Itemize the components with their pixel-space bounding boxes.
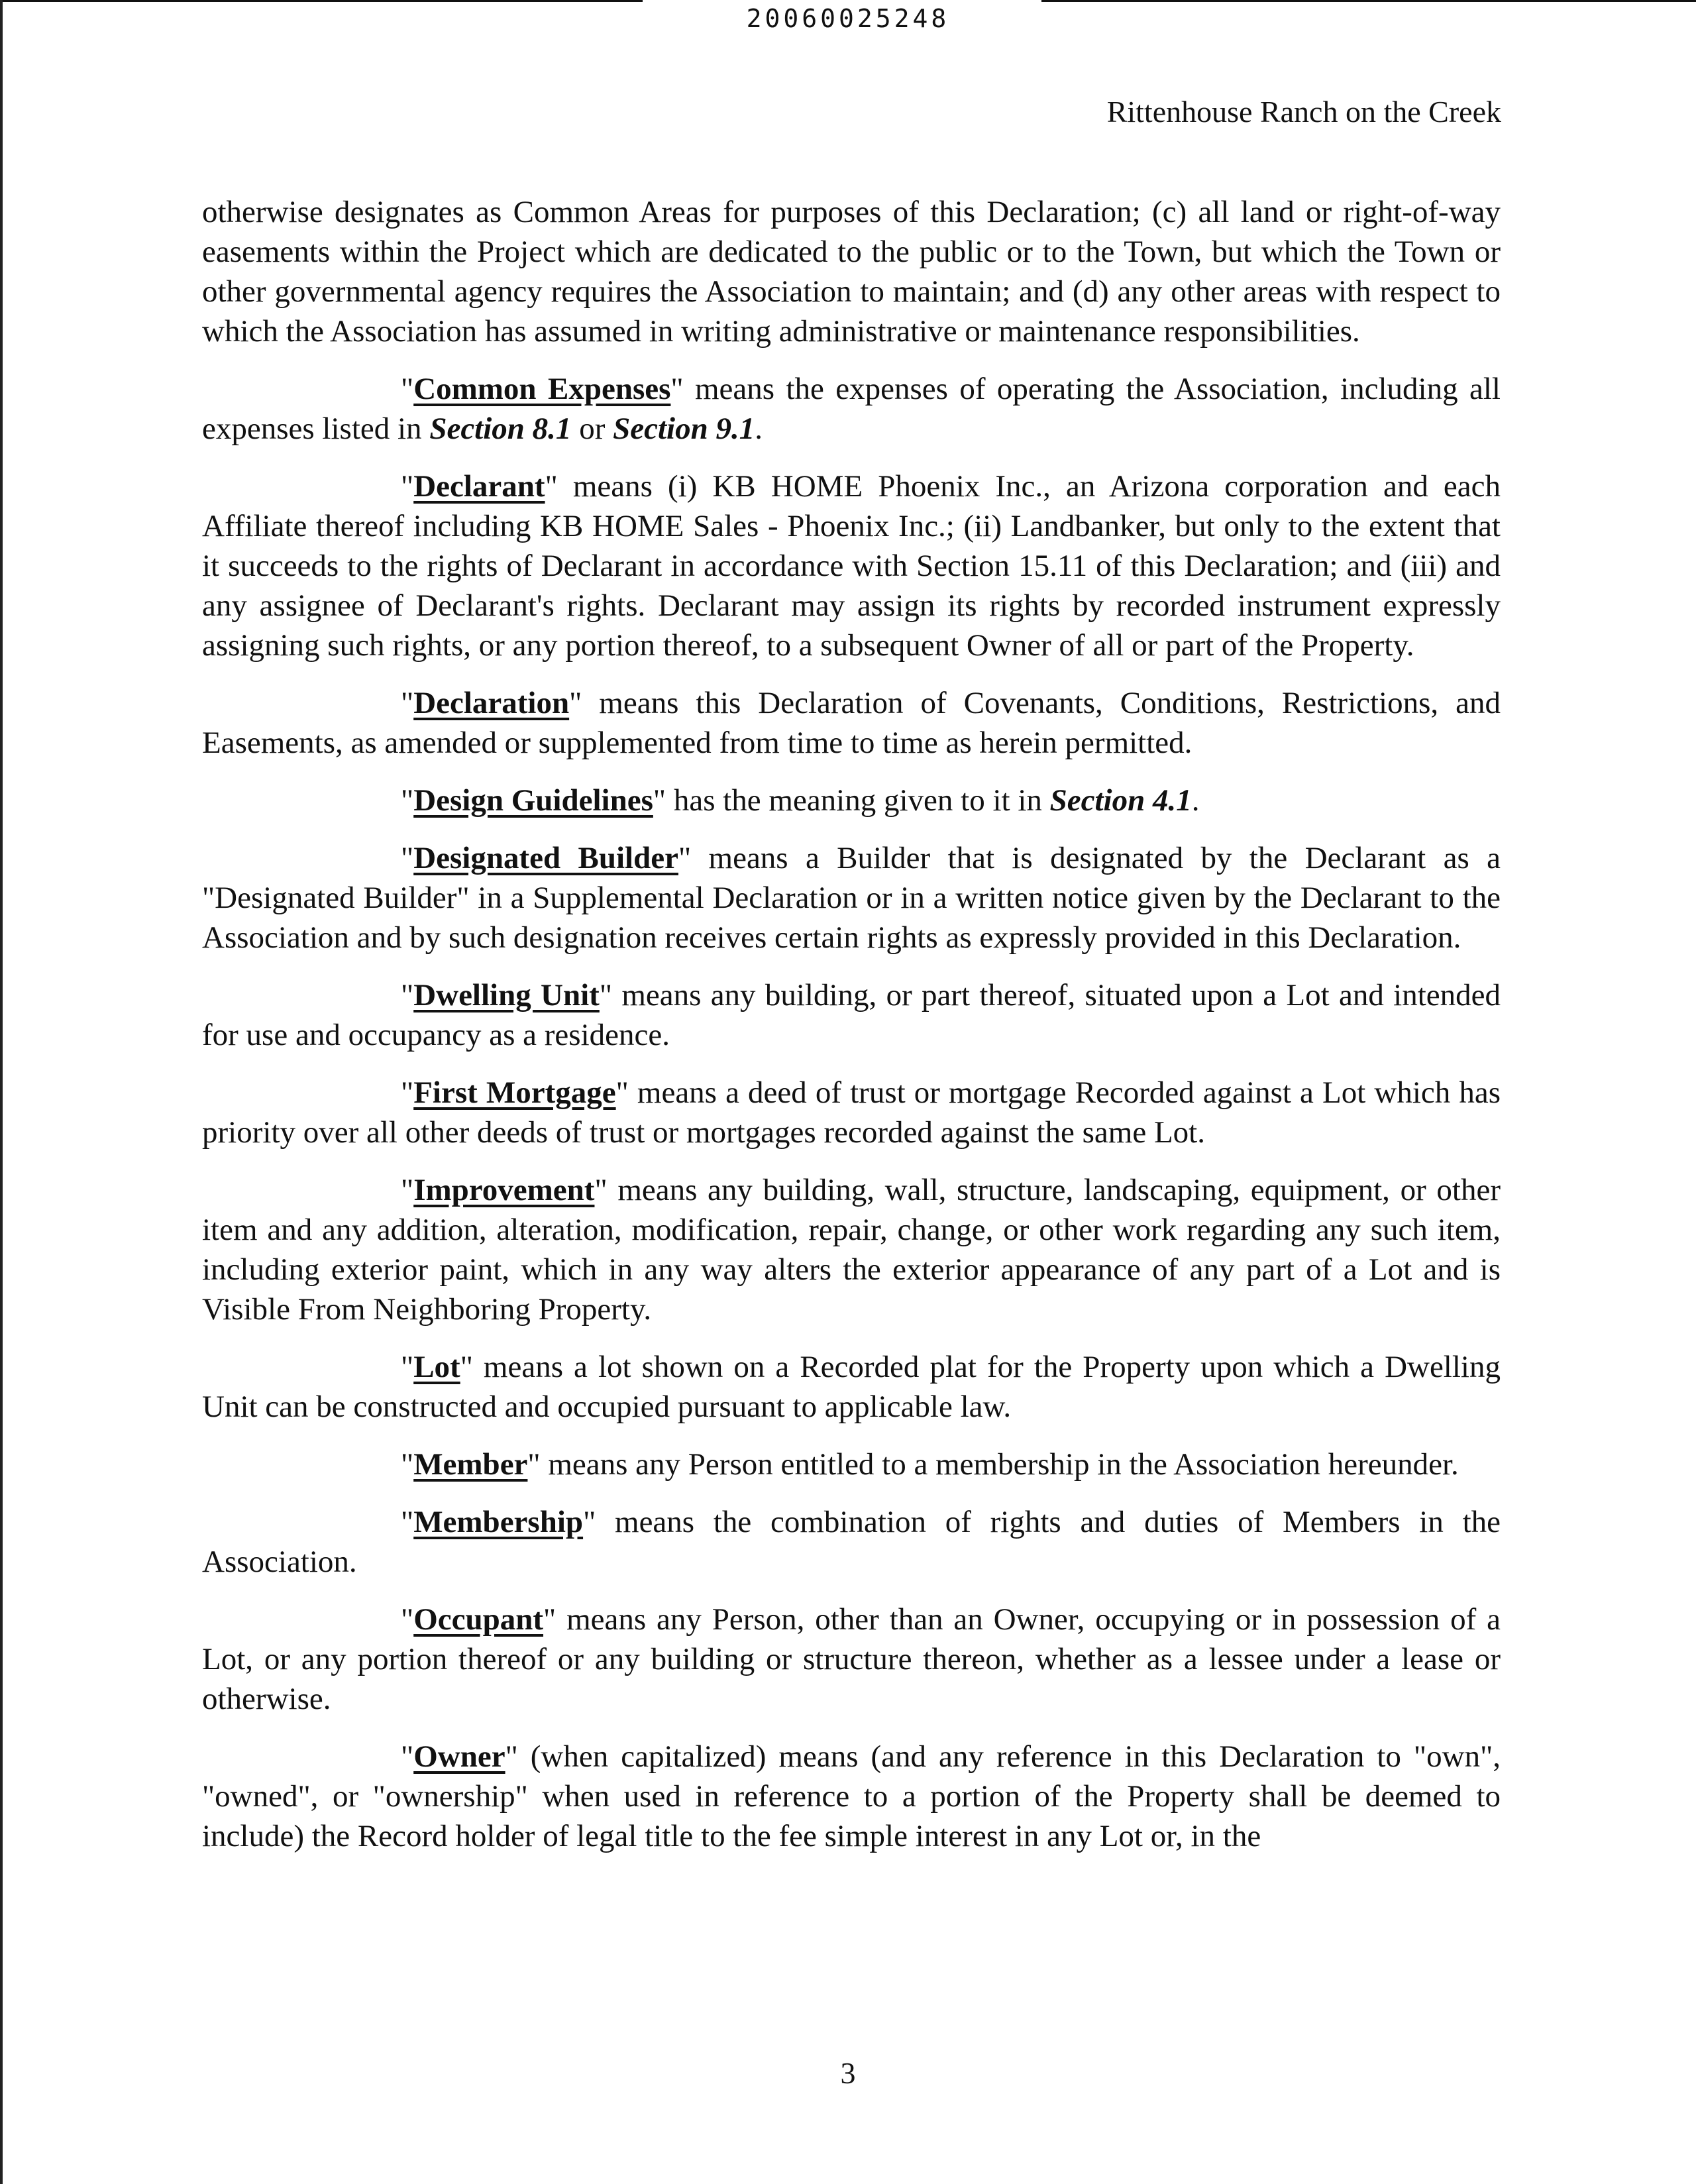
term: Declaration	[413, 686, 570, 720]
page-number: 3	[840, 2056, 856, 2090]
term: Improvement	[413, 1173, 595, 1207]
document-number: 20060025248	[746, 4, 950, 33]
definition-common-expenses: "Common Expenses" means the expenses of operating the Association, including all expenses listed in Section 8.1 or Section 9.1.	[202, 372, 1501, 446]
scan-left-edge	[0, 0, 3, 2184]
definition-declarant: "Declarant" means (i) KB HOME Phoenix Inc., an Arizona corporation and each Affiliate thereof including KB HOME Sales - Phoenix Inc.; (ii) Landbanker, but only to the extent that it succeeds to the rights of Declarant in accordance with Section 15.11 of this Declaration; and (iii) and any assignee of Declarant's rights. Declarant may assign its rights by recorded instrument expressly assigning such rights, or any portion thereof, to a subsequent Owner of all or part of the Property.	[202, 469, 1501, 663]
definition-membership: "Membership" means the combination of rights and duties of Members in the Association.	[202, 1505, 1501, 1579]
definition-first-mortgage: "First Mortgage" means a deed of trust or mortgage Recorded against a Lot which has priority over all other deeds of trust or mortgages recorded against the same Lot.	[202, 1075, 1501, 1150]
definition-member: "Member" means any Person entitled to a membership in the Association hereunder.	[401, 1447, 1459, 1482]
term: Occupant	[413, 1602, 544, 1637]
section-reference: Section 8.1	[429, 411, 572, 446]
running-header: Rittenhouse Ranch on the Creek	[1106, 95, 1501, 129]
term: Declarant	[413, 469, 545, 504]
definition-lot: "Lot" means a lot shown on a Recorded plat for the Property upon which a Dwelling Unit can be constructed and occupied pursuant to applicable law.	[202, 1350, 1501, 1424]
definition-design-guidelines: "Design Guidelines" has the meaning given to it in Section 4.1.	[401, 783, 1200, 818]
term: Design Guidelines	[413, 783, 653, 818]
top-rule-right	[1041, 0, 1696, 2]
definition-designated-builder: "Designated Builder" means a Builder that is designated by the Declarant as a "Designated Builder" in a Supplemental Declaration or in a written notice given by the Declarant to the Association and by such designation receives certain rights as expressly provided in this Declaration.	[202, 841, 1501, 955]
definition-occupant: "Occupant" means any Person, other than an Owner, occupying or in possession of a Lot, or any portion thereof or any building or structure thereon, whether as a lessee under a lease or otherwise.	[202, 1602, 1501, 1716]
definition-improvement: "Improvement" means any building, wall, structure, landscaping, equipment, or other item and any addition, alteration, modification, repair, change, or other work regarding any such item, including exterior paint, which in any way alters the exterior appearance of any part of a Lot and is Visible From Neighboring Property.	[202, 1173, 1501, 1327]
term: First Mortgage	[413, 1075, 616, 1110]
definition-owner: "Owner" (when capitalized) means (and any reference in this Declaration to "own", "owned", or "ownership" when used in reference to a portion of the Property shall be deemed to include) the Record holder of legal title to the fee simple interest in any Lot or, in the	[202, 1739, 1501, 1853]
term: Dwelling Unit	[413, 978, 600, 1012]
definition-declaration: "Declaration" means this Declaration of Covenants, Conditions, Restrictions, and Easements, as amended or supplemented from time to time as herein permitted.	[202, 686, 1501, 760]
term: Owner	[413, 1739, 505, 1774]
definition-dwelling-unit: "Dwelling Unit" means any building, or part thereof, situated upon a Lot and intended for use and occupancy as a residence.	[202, 978, 1501, 1052]
top-rule-left	[0, 0, 643, 2]
intro-paragraph: otherwise designates as Common Areas for purposes of this Declaration; (c) all land or right-of-way easements within the Project which are dedicated to the public or to the Town, but which the Town or other governmental agency requires the Association to maintain; and (d) any other areas with respect to which the Association has assumed in writing administrative or maintenance responsibilities.	[202, 195, 1501, 349]
term: Common Expenses	[413, 372, 671, 406]
term: Member	[413, 1447, 528, 1482]
term: Membership	[413, 1505, 584, 1539]
section-reference: Section 9.1	[613, 411, 755, 446]
document-body	[202, 192, 1501, 1874]
term: Designated Builder	[413, 841, 678, 875]
section-reference: Section 4.1	[1049, 783, 1192, 818]
term: Lot	[413, 1350, 460, 1384]
